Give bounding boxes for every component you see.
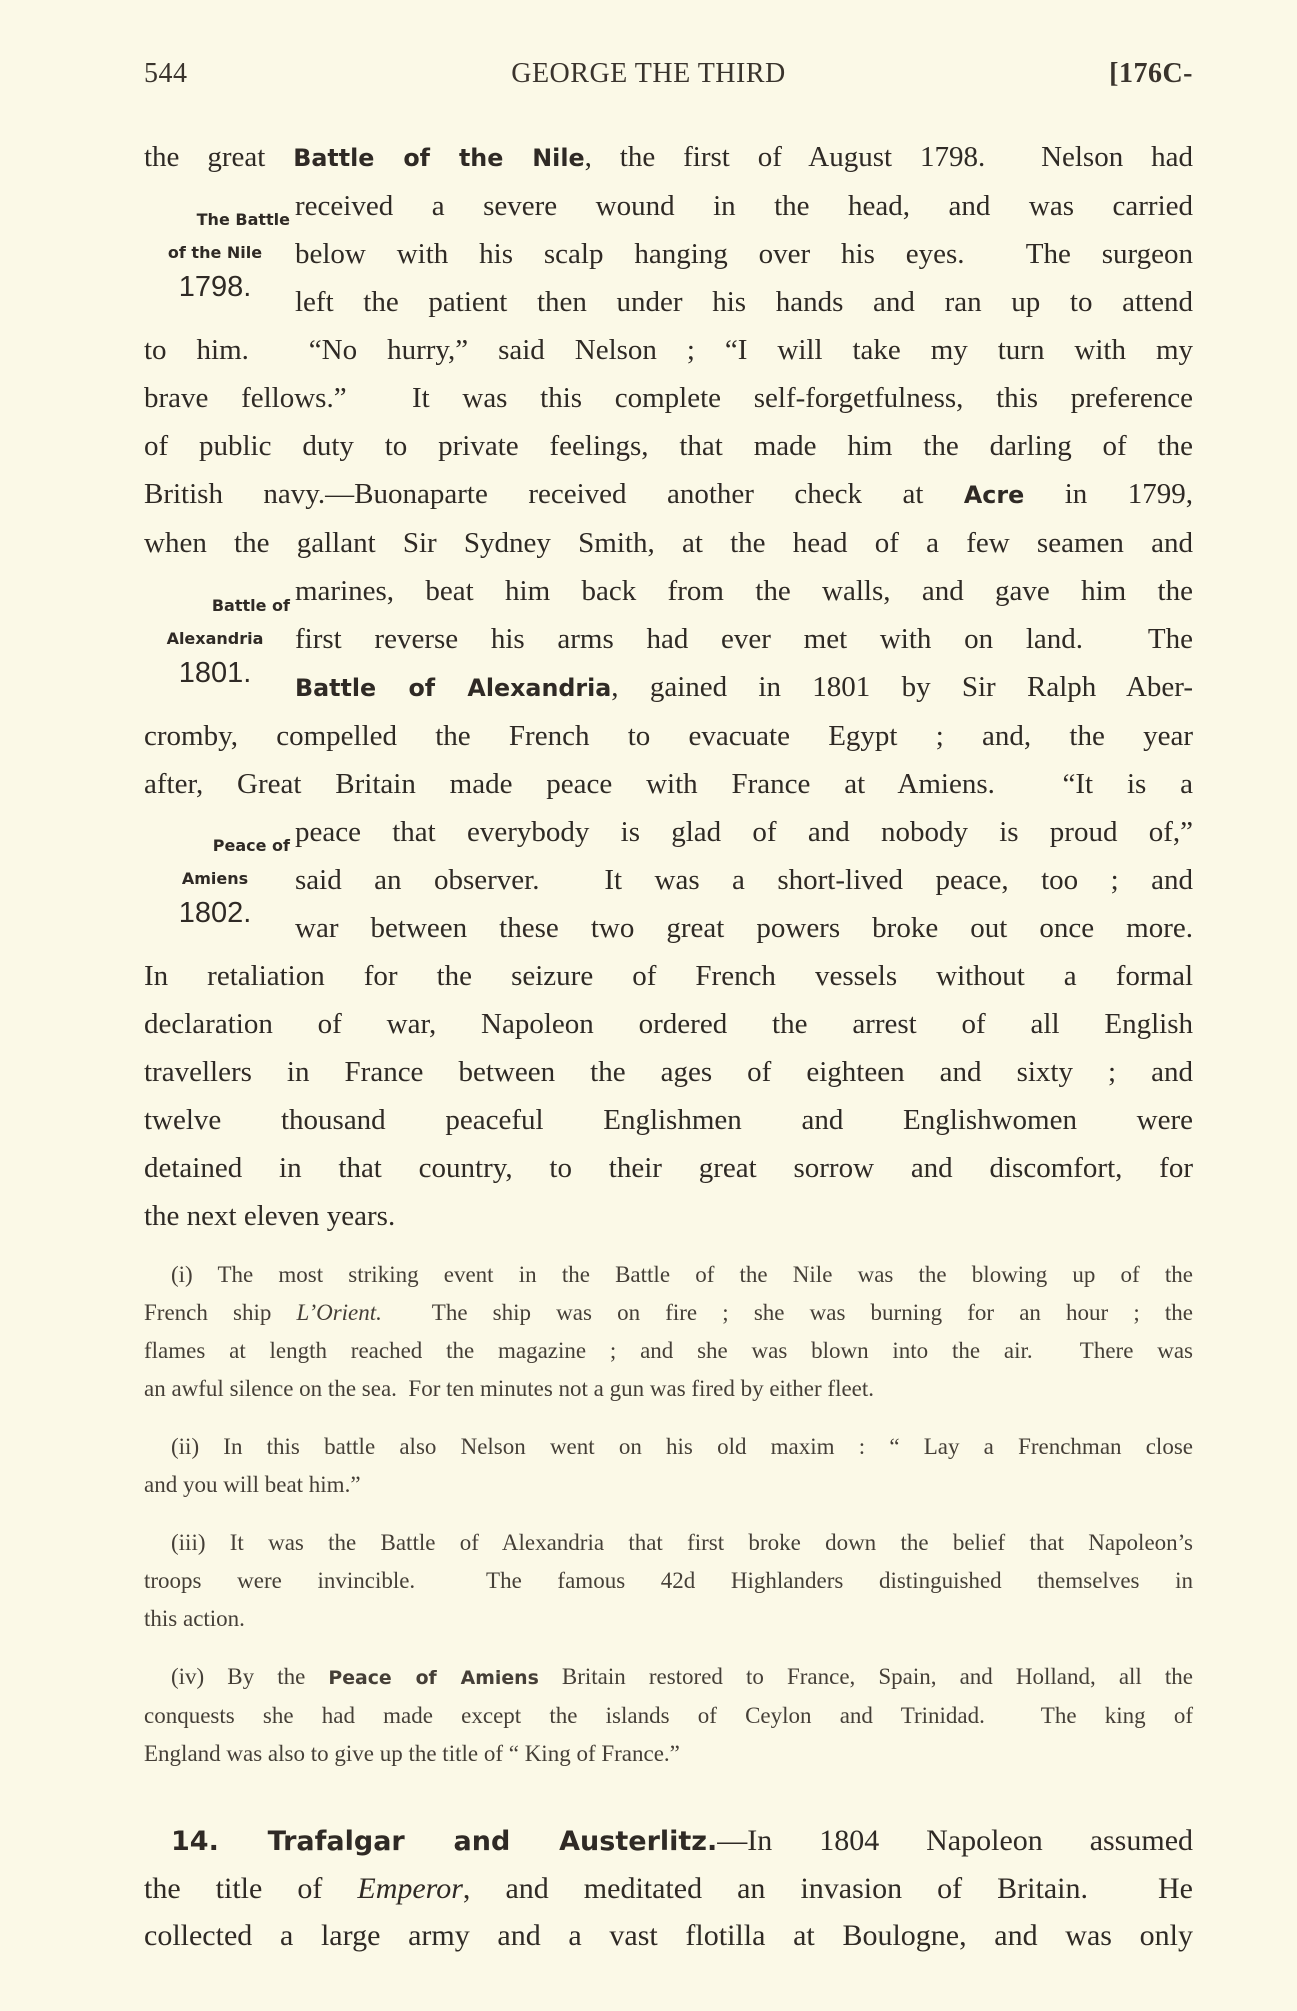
text-run: after, Great Britain made peace with France at Amiens. “It is a	[144, 768, 1193, 800]
body-line	[144, 712, 1193, 760]
footnote-line	[144, 1294, 1193, 1332]
page-number: 544	[144, 58, 188, 89]
text-run: to him. “No hurry,” said Nelson ; “I will take my turn with my	[144, 334, 1193, 366]
margin-note-label: Amiens	[181, 869, 249, 888]
text-run: —In 1804 Napoleon assumed	[717, 1824, 1194, 1857]
footnote-line	[144, 1428, 1193, 1466]
text-run: troops were invincible. The famous 42d Highlanders distinguished themselves in	[144, 1568, 1193, 1593]
body-line	[144, 374, 1193, 422]
section-line	[144, 1817, 1193, 1865]
heading-text: 14. Trafalgar and Austerlitz.	[171, 1826, 718, 1857]
text-run: flames at length reached the magazine ; and she was blown into the air. There was	[144, 1338, 1193, 1363]
section-line	[144, 1865, 1193, 1912]
text-run: the next eleven years.	[144, 1200, 396, 1232]
text-run: this action.	[144, 1606, 245, 1631]
bold-text: Battle of Alexandria	[295, 674, 612, 702]
text-run: detained in that country, to their great sorrow and discomfort, for	[144, 1152, 1193, 1184]
footnote	[144, 1256, 1193, 1408]
text-run: said an observer. It was a short-lived peace, too ; and	[295, 864, 1193, 896]
body-line	[144, 1192, 1193, 1240]
text-run: , the first of August 1798. Nelson had	[584, 141, 1194, 173]
running-title: GEORGE THE THIRD	[511, 58, 786, 89]
text-run: the great	[144, 141, 294, 173]
body-line	[295, 182, 1193, 230]
text-run: an awful silence on the sea. For ten minutes not a gun was fired by either fleet.	[144, 1376, 875, 1401]
footnote-line	[144, 1735, 1193, 1773]
margin-note-label: of the Nile	[167, 243, 263, 262]
bold-text: Battle of the Nile	[293, 144, 585, 172]
text-run: cromby, compelled the French to evacuate Egypt ; and, the year	[144, 720, 1193, 752]
text-run: below with his scalp hanging over his eyes. The surgeon	[295, 238, 1193, 270]
margin-note-label: The Battle	[196, 210, 290, 229]
text-run: in 1799,	[1024, 478, 1193, 510]
body-line	[295, 230, 1193, 278]
text-run: French ship	[144, 1300, 297, 1325]
bold-text: Acre	[963, 481, 1025, 509]
text-run: The ship was on fire ; she was burning for an hour ; the	[381, 1300, 1193, 1325]
body-line	[295, 856, 1193, 904]
body-line	[144, 326, 1193, 374]
margin-note	[140, 829, 290, 931]
text-run: twelve thousand peaceful Englishmen and Englishwomen were	[144, 1104, 1193, 1136]
footnote	[144, 1428, 1193, 1504]
margin-note-year: 1801.	[178, 657, 252, 689]
body-line	[295, 278, 1193, 326]
body-line	[144, 1144, 1193, 1192]
footnote-line	[144, 1256, 1193, 1294]
text-run: brave fellows.” It was this complete self-forgetfulness, this preference	[144, 382, 1193, 414]
body-line	[144, 133, 1193, 182]
body-line	[144, 470, 1193, 519]
text-run: Britain restored to France, Spain, and Holland, all the	[538, 1664, 1193, 1689]
margin-note-label: Battle of	[211, 596, 290, 615]
body-line	[295, 808, 1193, 856]
footnote	[144, 1658, 1193, 1773]
bold-text: Peace of Amiens	[328, 1667, 539, 1689]
body-line	[144, 1096, 1193, 1144]
footnote-line	[144, 1332, 1193, 1370]
body-line	[144, 1048, 1193, 1096]
text-run: (ii) In this battle also Nelson went on his old maxim : “ Lay a Frenchman close	[171, 1434, 1193, 1459]
body-line	[144, 519, 1193, 567]
italic-text: Emperor	[357, 1872, 463, 1905]
text-run: marines, beat him back from the walls, and gave him the	[295, 575, 1193, 607]
margin-note-year: 1798.	[178, 271, 252, 303]
body-line	[295, 904, 1193, 952]
text-run: first reverse his arms had ever met with on land. The	[295, 623, 1193, 655]
text-run: collected a large army and a vast flotilla at Boulogne, and was only	[144, 1919, 1193, 1952]
text-run: , and meditated an invasion of Britain. He	[462, 1872, 1193, 1905]
text-run: of public duty to private feelings, that made him the darling of the	[144, 430, 1193, 462]
body-line	[144, 760, 1193, 808]
text-run: war between these two great powers broke out once more.	[295, 912, 1193, 944]
text-run: (iv) By the	[171, 1664, 329, 1689]
text-run: left the patient then under his hands and ran up to attend	[295, 286, 1193, 318]
text-run: , gained in 1801 by Sir Ralph Aber-	[611, 671, 1193, 703]
text-run: (i) The most striking event in the Battle of the Nile was the blowing up of the	[171, 1262, 1193, 1287]
body-line	[144, 422, 1193, 470]
footnote-line	[144, 1466, 1193, 1504]
footnote-line	[144, 1562, 1193, 1600]
footnote-line	[144, 1370, 1193, 1408]
body-line	[295, 567, 1193, 615]
date-range: [176C-	[1109, 58, 1193, 89]
footnotes	[144, 1256, 1193, 1793]
margin-note-label: Alexandria	[166, 629, 264, 648]
text-run: travellers in France between the ages of eighteen and sixty ; and	[144, 1056, 1193, 1088]
body-line	[295, 663, 1193, 712]
body-line	[144, 952, 1193, 1000]
text-run: declaration of war, Napoleon ordered the arrest of all English	[144, 1008, 1193, 1040]
text-run: peace that everybody is glad of and nobody is proud of,”	[295, 816, 1193, 848]
text-run: received a severe wound in the head, and was carried	[295, 190, 1193, 222]
body-line	[144, 1000, 1193, 1048]
text-run: when the gallant Sir Sydney Smith, at the head of a few seamen and	[144, 527, 1193, 559]
margin-note	[140, 203, 290, 305]
footnote-line	[144, 1524, 1193, 1562]
body-text	[144, 133, 1193, 1240]
margin-note-year: 1802.	[178, 897, 252, 929]
section-trafalgar-and-austerlitz	[144, 1817, 1193, 1959]
text-run: In retaliation for the seizure of French vessels without a formal	[144, 960, 1193, 992]
footnote-line	[144, 1697, 1193, 1735]
text-run: British navy.—Buonaparte received another check at	[144, 478, 964, 510]
italic-text: L’Orient.	[296, 1300, 382, 1325]
body-line	[295, 615, 1193, 663]
text-run: conquests she had made except the islands of Ceylon and Trinidad. The king of	[144, 1703, 1193, 1728]
text-run: and you will beat him.”	[144, 1472, 361, 1497]
margin-note	[140, 589, 290, 691]
text-run: (iii) It was the Battle of Alexandria that first broke down the belief that Napoleon’s	[171, 1530, 1193, 1555]
section-line	[144, 1912, 1193, 1959]
footnote-line	[144, 1600, 1193, 1638]
margin-note-label: Peace of	[212, 836, 290, 855]
text-run: the title of	[144, 1872, 358, 1905]
text-run: England was also to give up the title of “ King of France.”	[144, 1741, 680, 1766]
footnote	[144, 1524, 1193, 1638]
footnote-line	[144, 1658, 1193, 1697]
